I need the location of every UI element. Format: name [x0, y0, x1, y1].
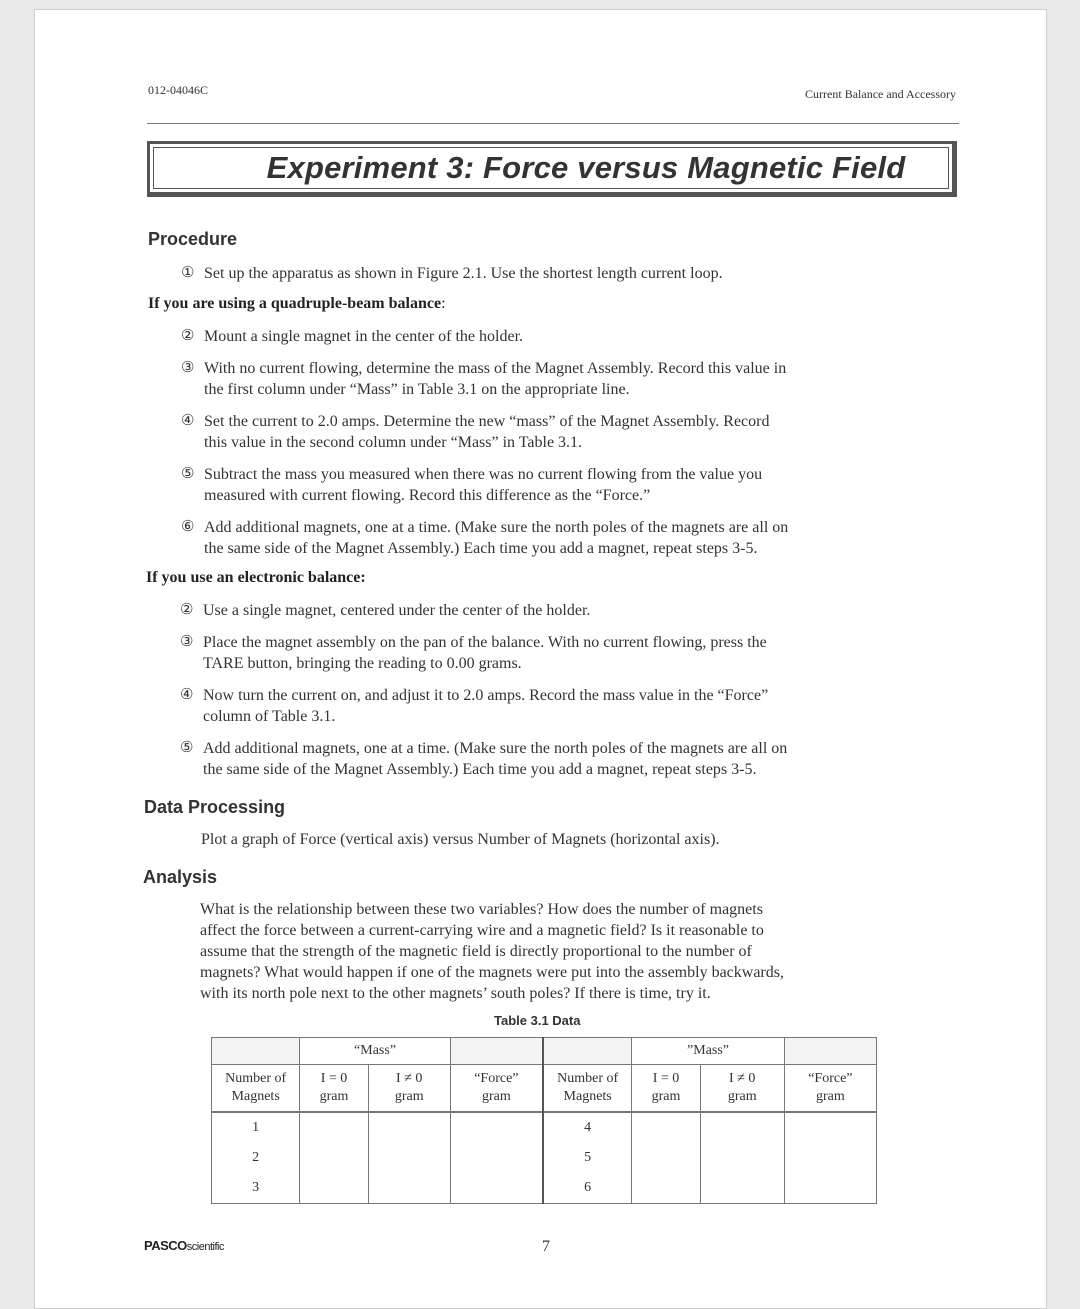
doc-title: Current Balance and Accessory [805, 87, 956, 101]
col-header: I ≠ 0 gram [368, 1065, 450, 1113]
mass-group-left: “Mass” [300, 1038, 450, 1065]
title-box [147, 141, 957, 197]
page-title: Experiment 3: Force versus Magnetic Field [266, 150, 906, 185]
analysis-text: What is the relationship between these two variables? How does the number of magnets affect the force between a current-carrying wire and a magnetic field? Is it reasonable to assume that the strength of the magnetic field is directly proportional to the number of magnets? What would happen if one of the magnets were put into the assembly backwards, with its north pole next to the other magnets’ south poles? If there is time, try it. [200, 901, 784, 1002]
header-rule [147, 123, 959, 124]
table-row: 1 4 [212, 1112, 877, 1143]
data-processing-heading: Data Processing [144, 797, 286, 817]
col-header: I = 0 gram [632, 1065, 700, 1113]
quad-balance-heading: If you are using a quadruple-beam balance: [148, 295, 446, 312]
procedure-heading: Procedure [148, 229, 238, 249]
col-header: “Force” gram [784, 1065, 876, 1113]
doc-number: 012-04046C [148, 83, 208, 97]
col-header: I = 0 gram [300, 1065, 368, 1113]
step-number: ① [181, 265, 195, 281]
table-caption: Table 3.1 Data [494, 1013, 581, 1028]
col-header: “Force” gram [450, 1065, 543, 1113]
analysis-heading: Analysis [143, 867, 218, 887]
col-header: Number of Magnets [212, 1065, 300, 1113]
table-group-header-row [212, 1038, 877, 1065]
step-text: Set up the apparatus as shown in Figure 2.1. Use the shortest length current loop. [204, 265, 723, 282]
data-table [211, 1037, 877, 1204]
table-row: 2 5 [212, 1143, 877, 1173]
mass-group-right: ”Mass” [632, 1038, 784, 1065]
table-row: 3 6 [212, 1173, 877, 1204]
col-header: Number of Magnets [543, 1065, 632, 1113]
pasco-logo: PASCOscientific [144, 1238, 224, 1253]
document-page: 012-04046C Current Balance and Accessory Experiment 3: Force versus Magnetic Field Procedure ① Set up the apparatus as shown in Figure 2.1. Use the shortest length current loop. If you are using a quadruple-beam balance: ② Mount a single magnet in the center of the holder. ③ With no current flowing, determine the mass of the Magnet Assembly. Record this value in the first column under “Mass” in Table 3.1 on the appropriate line. ④ Set the current to 2.0 amps. Determine the new “mass” of the Magnet Assembly. Record this value in the second column under “Mass” in Table 3.1. ⑤ Subtract the mass you measured when there was no current flowing from the value you measured with current flowing. Record this difference as the “Force.” ⑥ Add additional magnets, one at a time. (Make sure the north poles of the magnets are all on the same side of the Magnet Assembly.) Each time you add a magnet, repeat steps 3-5. If you use an electronic balance: ② Use a single magnet, centered under the center of the holder. ③ Place the magnet assembly on the pan of the balance. With no current flowing, press the TARE button, bringing the reading to 0.00 grams. ④ Now turn the current on, and adjust it to 2.0 amps. Record the mass value in the “Force” column of Table 3.1. ⑤ Add additional magnets, one at a time. (Make sure the north poles of the magnets are all on the same side of the Magnet Assembly.) Each time you add a magnet, repeat steps 3-5. Data Processing Plot a graph of Force (vertical axis) versus Number of Magnets (horizontal axis). Analysis What is the relationship between these two variables? How does the number of magnets affect the force between a current-carrying wire and a magnetic field? Is it reasonable to assume that the strength of the magnetic field is directly proportional to the number of magnets? What would happen if one of the magnets were put into the assembly backwards, with its north pole next to the other magnets’ south poles? If there is time, try it. Table 3.1 Data “Mass” ”Mass” Number of Magnets I = 0 gram I ≠ 0 gram “Force” gram Number of Magnets I = 0 gram I ≠ 0 gram “Force” gram 1 4 2 5 3 6 PASCOscientific 7 [34, 9, 1047, 1309]
data-processing-text: Plot a graph of Force (vertical axis) versus Number of Magnets (horizontal axis). [201, 831, 720, 848]
col-header: I ≠ 0 gram [700, 1065, 784, 1113]
electronic-balance-heading: If you use an electronic balance: [146, 569, 366, 586]
table-header-row [212, 1065, 877, 1113]
page-number: 7 [542, 1238, 550, 1255]
